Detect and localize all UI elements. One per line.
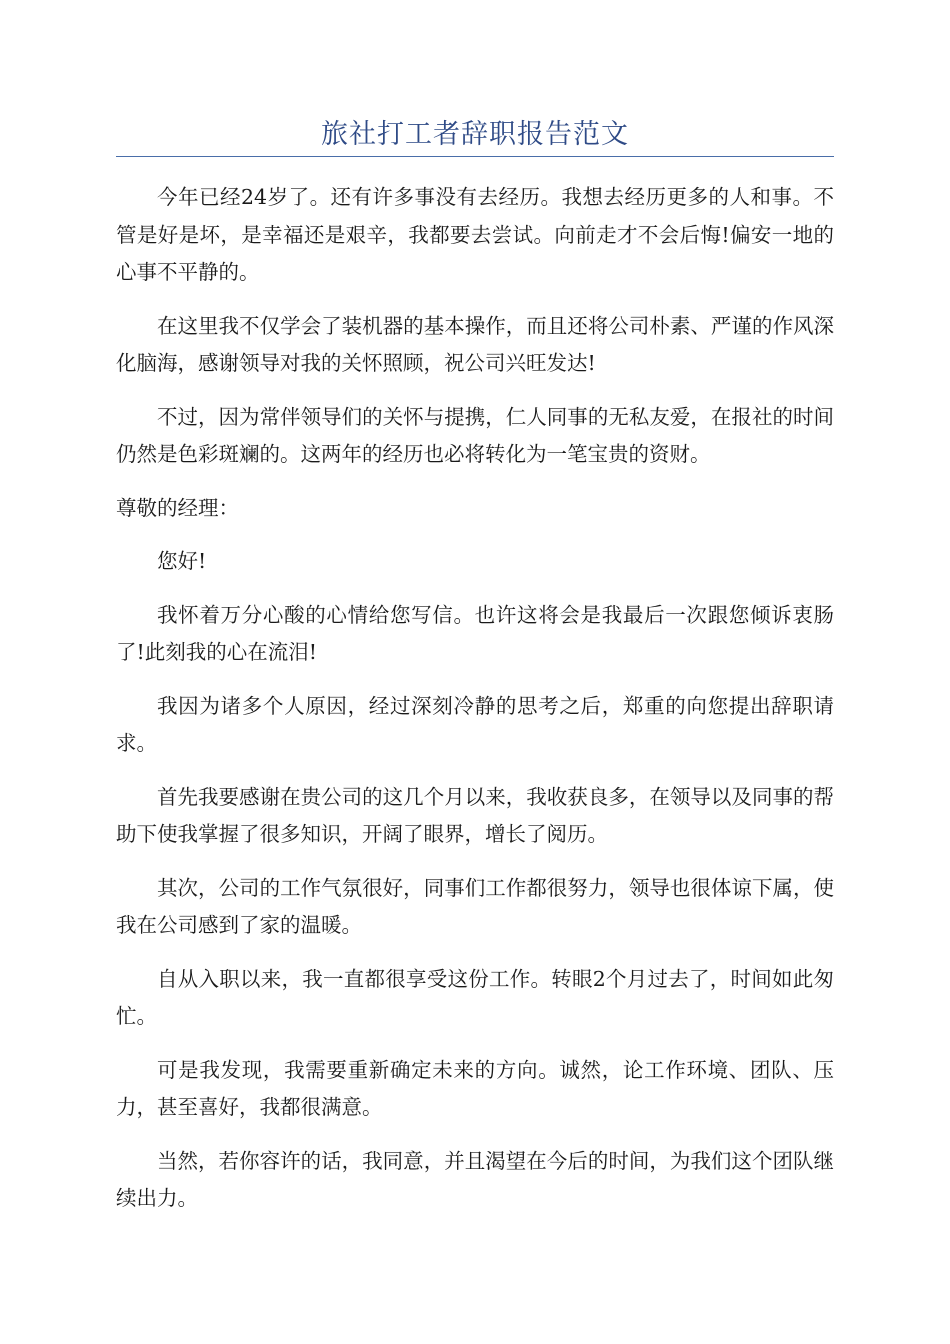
paragraph-3: 不过，因为常伴领导们的关怀与提携，仁人同事的无私友爱，在报社的时间仍然是色彩斑斓的。这两年的经历也必将转化为一笔宝贵的资财。 bbox=[116, 404, 834, 466]
document-page bbox=[116, 0, 834, 1234]
paragraph-8: 首先我要感谢在贵公司的这几个月以来，我收获良多，在领导以及同事的帮助下使我掌握了很多知识，开阔了眼界，增长了阅历。 bbox=[116, 784, 834, 846]
document-body bbox=[116, 179, 834, 1218]
paragraph-1: 今年已经24岁了。还有许多事没有去经历。我想去经历更多的人和事。不管是好是坏，是幸福还是艰辛，我都要去尝试。向前走才不会后悔!偏安一地的心事不平静的。 bbox=[116, 185, 834, 284]
paragraph-7: 我因为诸多个人原因，经过深刻冷静的思考之后，郑重的向您提出辞职请求。 bbox=[116, 693, 834, 755]
document-title: 旅社打工者辞职报告范文 bbox=[321, 119, 629, 150]
title-underline bbox=[116, 156, 834, 157]
paragraph-6: 我怀着万分心酸的心情给您写信。也许这将会是我最后一次跟您倾诉衷肠了!此刻我的心在流泪! bbox=[116, 602, 834, 664]
paragraph-10: 自从入职以来，我一直都很享受这份工作。转眼2个月过去了，时间如此匆忙。 bbox=[116, 966, 834, 1028]
paragraph-2: 在这里我不仅学会了装机器的基本操作，而且还将公司朴素、严谨的作风深化脑海，感谢领导对我的关怀照顾，祝公司兴旺发达! bbox=[116, 313, 834, 375]
salutation: 尊敬的经理： bbox=[116, 495, 239, 520]
greeting: 您好! bbox=[157, 549, 207, 573]
paragraph-11: 可是我发现，我需要重新确定未来的方向。诚然，论工作环境、团队、压力，甚至喜好，我都很满意。 bbox=[116, 1057, 834, 1119]
paragraph-9: 其次，公司的工作气氛很好，同事们工作都很努力，领导也很体谅下属，使我在公司感到了家的温暖。 bbox=[116, 875, 834, 937]
paragraph-12: 当然，若你容许的话，我同意，并且渴望在今后的时间，为我们这个团队继续出力。 bbox=[116, 1148, 834, 1210]
